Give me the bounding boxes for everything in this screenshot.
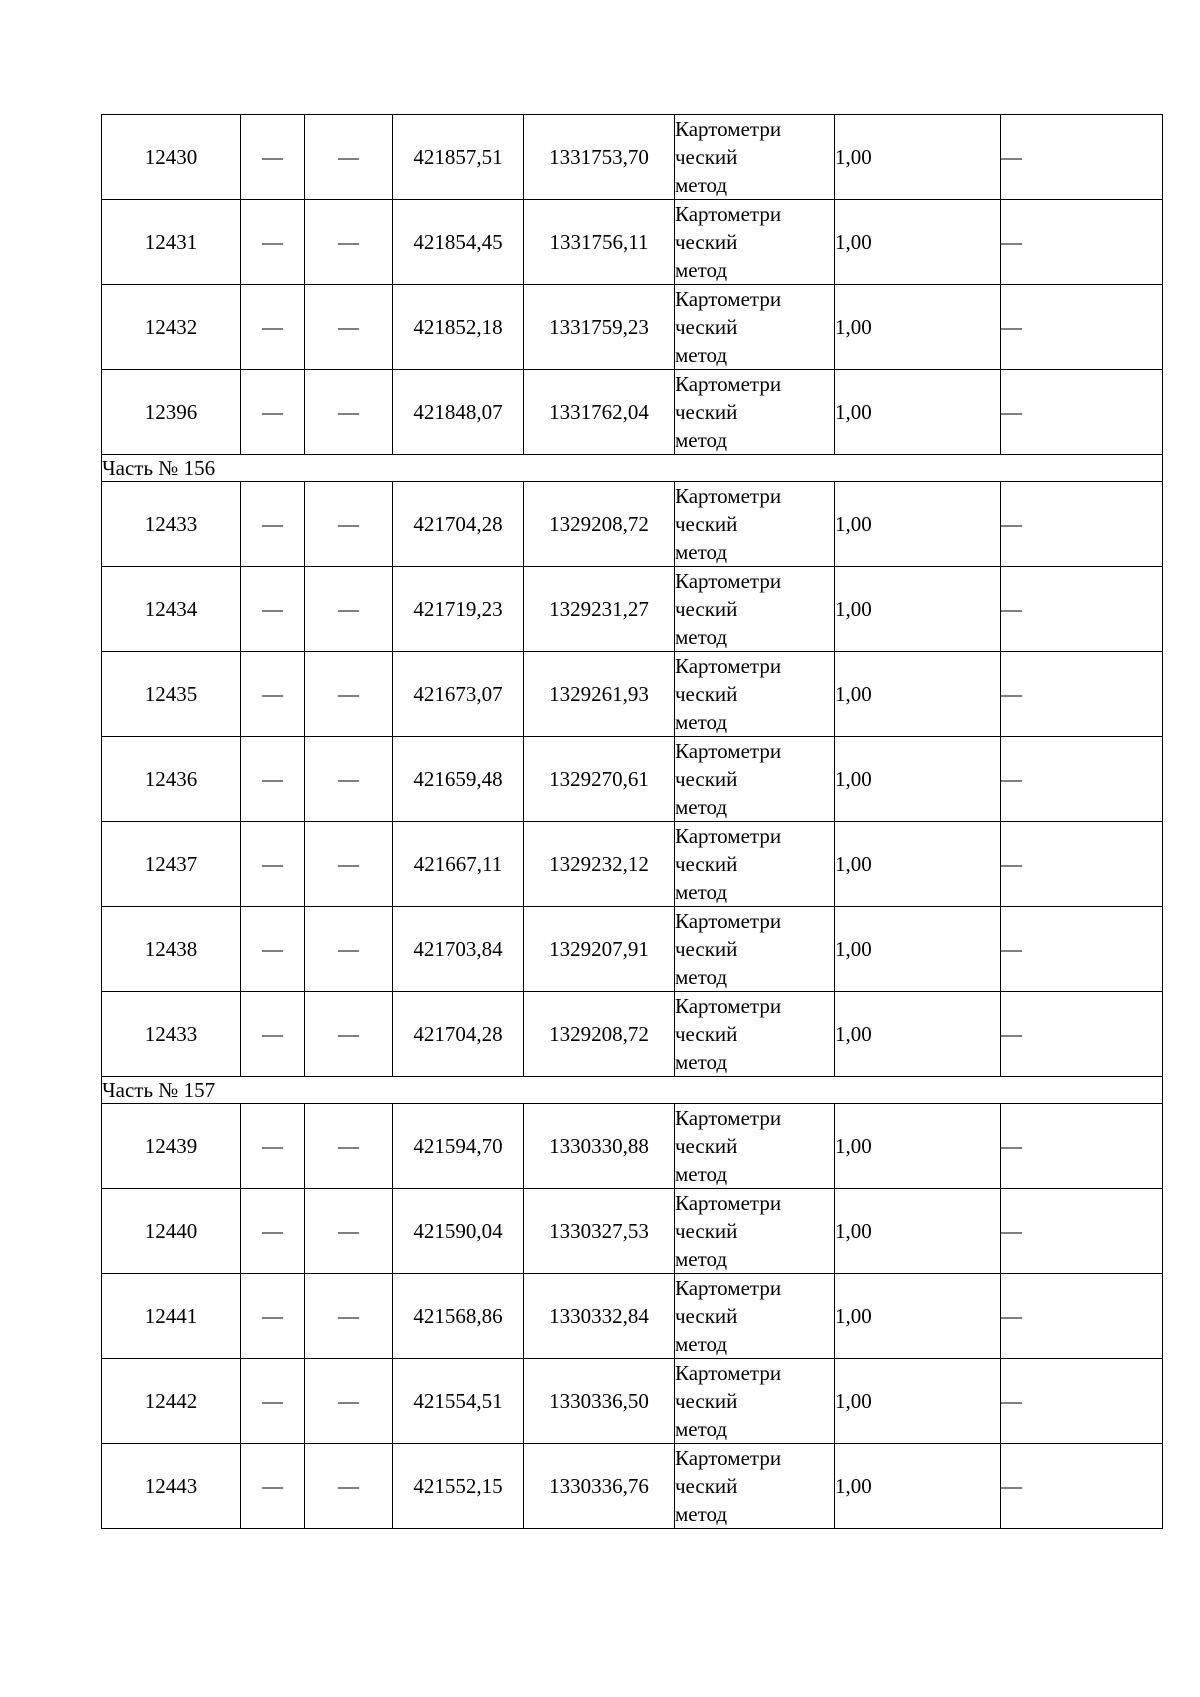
y-coordinate-cell: 1331756,11 <box>524 200 675 285</box>
accuracy-cell: 1,00 <box>835 115 1001 200</box>
method-cell <box>675 822 835 907</box>
y-coordinate-cell: 1330336,50 <box>524 1359 675 1444</box>
column-8-cell: — <box>1001 370 1163 455</box>
column-8-cell: — <box>1001 1274 1163 1359</box>
table-row <box>102 822 1163 907</box>
column-8-cell: — <box>1001 567 1163 652</box>
y-coordinate-cell: 1330330,88 <box>524 1104 675 1189</box>
method-text-line: ческий <box>675 512 738 536</box>
method-text-line: ческий <box>675 597 738 621</box>
y-coordinate-cell: 1329207,91 <box>524 907 675 992</box>
column-8-cell: — <box>1001 1189 1163 1274</box>
table-row <box>102 737 1163 822</box>
column-3-cell: — <box>305 567 393 652</box>
method-text-line: Картометри <box>675 569 782 593</box>
table-row <box>102 567 1163 652</box>
accuracy-cell: 1,00 <box>835 1104 1001 1189</box>
column-8-cell: — <box>1001 652 1163 737</box>
table-row <box>102 1104 1163 1189</box>
column-3-cell: — <box>305 652 393 737</box>
y-coordinate-cell: 1329208,72 <box>524 992 675 1077</box>
column-3-cell: — <box>305 822 393 907</box>
column-3-cell: — <box>305 1274 393 1359</box>
method-text-line: метод <box>675 173 728 197</box>
column-2-cell: — <box>241 822 305 907</box>
method-cell <box>675 652 835 737</box>
point-number-cell: 12442 <box>102 1359 241 1444</box>
method-text-line: Картометри <box>675 824 782 848</box>
method-text-line: метод <box>675 343 728 367</box>
method-text-line: ческий <box>675 1022 738 1046</box>
point-number-cell: 12435 <box>102 652 241 737</box>
table-row <box>102 652 1163 737</box>
method-text-line: Картометри <box>675 372 782 396</box>
point-number-cell: 12433 <box>102 992 241 1077</box>
method-text-line: Картометри <box>675 1191 782 1215</box>
x-coordinate-cell: 421552,15 <box>393 1444 524 1529</box>
method-cell <box>675 992 835 1077</box>
column-8-cell: — <box>1001 200 1163 285</box>
y-coordinate-cell: 1330336,76 <box>524 1444 675 1529</box>
x-coordinate-cell: 421568,86 <box>393 1274 524 1359</box>
y-coordinate-cell: 1331753,70 <box>524 115 675 200</box>
column-3-cell: — <box>305 115 393 200</box>
method-cell <box>675 1104 835 1189</box>
column-2-cell: — <box>241 115 305 200</box>
column-2-cell: — <box>241 652 305 737</box>
column-8-cell: — <box>1001 822 1163 907</box>
table-row <box>102 1189 1163 1274</box>
coordinates-table <box>101 114 1163 1529</box>
point-number-cell: 12430 <box>102 115 241 200</box>
method-text-line: метод <box>675 1162 728 1186</box>
x-coordinate-cell: 421594,70 <box>393 1104 524 1189</box>
method-text-line: метод <box>675 540 728 564</box>
table-row <box>102 370 1163 455</box>
column-3-cell: — <box>305 907 393 992</box>
section-header-row <box>102 455 1163 482</box>
column-3-cell: — <box>305 992 393 1077</box>
method-cell <box>675 1359 835 1444</box>
column-2-cell: — <box>241 285 305 370</box>
column-8-cell: — <box>1001 482 1163 567</box>
column-8-cell: — <box>1001 907 1163 992</box>
method-text-line: ческий <box>675 315 738 339</box>
column-2-cell: — <box>241 1274 305 1359</box>
column-8-cell: — <box>1001 1359 1163 1444</box>
method-text-line: ческий <box>675 682 738 706</box>
x-coordinate-cell: 421704,28 <box>393 992 524 1077</box>
accuracy-cell: 1,00 <box>835 822 1001 907</box>
method-text-line: метод <box>675 258 728 282</box>
y-coordinate-cell: 1330327,53 <box>524 1189 675 1274</box>
column-8-cell: — <box>1001 1104 1163 1189</box>
y-coordinate-cell: 1330332,84 <box>524 1274 675 1359</box>
table-row <box>102 200 1163 285</box>
method-text-line: метод <box>675 625 728 649</box>
method-text-line: ческий <box>675 400 738 424</box>
method-text-line: метод <box>675 965 728 989</box>
column-3-cell: — <box>305 1104 393 1189</box>
y-coordinate-cell: 1329231,27 <box>524 567 675 652</box>
method-cell <box>675 1274 835 1359</box>
column-2-cell: — <box>241 907 305 992</box>
column-2-cell: — <box>241 992 305 1077</box>
method-text-line: метод <box>675 1502 728 1526</box>
method-cell <box>675 370 835 455</box>
x-coordinate-cell: 421673,07 <box>393 652 524 737</box>
y-coordinate-cell: 1329261,93 <box>524 652 675 737</box>
column-2-cell: — <box>241 370 305 455</box>
column-3-cell: — <box>305 482 393 567</box>
method-text-line: Картометри <box>675 287 782 311</box>
method-text-line: метод <box>675 1417 728 1441</box>
table-row <box>102 482 1163 567</box>
method-text-line: метод <box>675 880 728 904</box>
accuracy-cell: 1,00 <box>835 567 1001 652</box>
point-number-cell: 12439 <box>102 1104 241 1189</box>
point-number-cell: 12431 <box>102 200 241 285</box>
y-coordinate-cell: 1331762,04 <box>524 370 675 455</box>
method-text-line: метод <box>675 428 728 452</box>
method-cell <box>675 482 835 567</box>
point-number-cell: 12434 <box>102 567 241 652</box>
x-coordinate-cell: 421554,51 <box>393 1359 524 1444</box>
table-row <box>102 1444 1163 1529</box>
method-cell <box>675 285 835 370</box>
method-cell <box>675 1444 835 1529</box>
y-coordinate-cell: 1329270,61 <box>524 737 675 822</box>
method-text-line: Картометри <box>675 1276 782 1300</box>
method-text-line: Картометри <box>675 117 782 141</box>
method-text-line: Картометри <box>675 654 782 678</box>
column-2-cell: — <box>241 1359 305 1444</box>
method-text-line: ческий <box>675 1474 738 1498</box>
column-2-cell: — <box>241 482 305 567</box>
point-number-cell: 12440 <box>102 1189 241 1274</box>
accuracy-cell: 1,00 <box>835 737 1001 822</box>
method-cell <box>675 115 835 200</box>
method-text-line: метод <box>675 795 728 819</box>
method-text-line: Картометри <box>675 1106 782 1130</box>
table-row <box>102 992 1163 1077</box>
point-number-cell: 12443 <box>102 1444 241 1529</box>
accuracy-cell: 1,00 <box>835 907 1001 992</box>
method-text-line: ческий <box>675 767 738 791</box>
column-3-cell: — <box>305 1189 393 1274</box>
method-text-line: Картометри <box>675 1361 782 1385</box>
method-text-line: ческий <box>675 230 738 254</box>
accuracy-cell: 1,00 <box>835 200 1001 285</box>
y-coordinate-cell: 1331759,23 <box>524 285 675 370</box>
table-row <box>102 285 1163 370</box>
column-2-cell: — <box>241 737 305 822</box>
y-coordinate-cell: 1329208,72 <box>524 482 675 567</box>
accuracy-cell: 1,00 <box>835 1444 1001 1529</box>
y-coordinate-cell: 1329232,12 <box>524 822 675 907</box>
column-8-cell: — <box>1001 285 1163 370</box>
method-text-line: Картометри <box>675 739 782 763</box>
method-text-line: ческий <box>675 852 738 876</box>
point-number-cell: 12438 <box>102 907 241 992</box>
method-text-line: метод <box>675 1247 728 1271</box>
method-text-line: метод <box>675 1050 728 1074</box>
accuracy-cell: 1,00 <box>835 1189 1001 1274</box>
point-number-cell: 12437 <box>102 822 241 907</box>
x-coordinate-cell: 421659,48 <box>393 737 524 822</box>
point-number-cell: 12433 <box>102 482 241 567</box>
x-coordinate-cell: 421854,45 <box>393 200 524 285</box>
point-number-cell: 12396 <box>102 370 241 455</box>
x-coordinate-cell: 421703,84 <box>393 907 524 992</box>
table-row <box>102 115 1163 200</box>
method-text-line: ческий <box>675 1389 738 1413</box>
x-coordinate-cell: 421719,23 <box>393 567 524 652</box>
method-text-line: Картометри <box>675 994 782 1018</box>
table-row <box>102 1274 1163 1359</box>
x-coordinate-cell: 421590,04 <box>393 1189 524 1274</box>
accuracy-cell: 1,00 <box>835 1359 1001 1444</box>
x-coordinate-cell: 421852,18 <box>393 285 524 370</box>
column-2-cell: — <box>241 200 305 285</box>
method-text-line: метод <box>675 1332 728 1356</box>
table-row <box>102 907 1163 992</box>
x-coordinate-cell: 421667,11 <box>393 822 524 907</box>
column-8-cell: — <box>1001 737 1163 822</box>
column-8-cell: — <box>1001 1444 1163 1529</box>
method-text-line: ческий <box>675 1219 738 1243</box>
accuracy-cell: 1,00 <box>835 285 1001 370</box>
section-title: Часть № 156 <box>102 455 1163 482</box>
column-2-cell: — <box>241 1444 305 1529</box>
x-coordinate-cell: 421857,51 <box>393 115 524 200</box>
x-coordinate-cell: 421704,28 <box>393 482 524 567</box>
method-cell <box>675 567 835 652</box>
column-8-cell: — <box>1001 992 1163 1077</box>
method-text-line: метод <box>675 710 728 734</box>
method-cell <box>675 200 835 285</box>
column-3-cell: — <box>305 370 393 455</box>
column-3-cell: — <box>305 1444 393 1529</box>
table-body <box>102 115 1163 1529</box>
column-3-cell: — <box>305 200 393 285</box>
column-3-cell: — <box>305 1359 393 1444</box>
method-text-line: Картометри <box>675 909 782 933</box>
column-2-cell: — <box>241 1104 305 1189</box>
accuracy-cell: 1,00 <box>835 370 1001 455</box>
method-cell <box>675 1189 835 1274</box>
accuracy-cell: 1,00 <box>835 992 1001 1077</box>
table-row <box>102 1359 1163 1444</box>
method-text-line: ческий <box>675 937 738 961</box>
accuracy-cell: 1,00 <box>835 482 1001 567</box>
method-text-line: ческий <box>675 145 738 169</box>
method-text-line: Картометри <box>675 484 782 508</box>
method-cell <box>675 737 835 822</box>
point-number-cell: 12441 <box>102 1274 241 1359</box>
accuracy-cell: 1,00 <box>835 1274 1001 1359</box>
accuracy-cell: 1,00 <box>835 652 1001 737</box>
column-2-cell: — <box>241 1189 305 1274</box>
method-text-line: ческий <box>675 1134 738 1158</box>
point-number-cell: 12436 <box>102 737 241 822</box>
method-cell <box>675 907 835 992</box>
column-3-cell: — <box>305 285 393 370</box>
x-coordinate-cell: 421848,07 <box>393 370 524 455</box>
section-header-row <box>102 1077 1163 1104</box>
point-number-cell: 12432 <box>102 285 241 370</box>
column-3-cell: — <box>305 737 393 822</box>
section-title: Часть № 157 <box>102 1077 1163 1104</box>
method-text-line: ческий <box>675 1304 738 1328</box>
column-2-cell: — <box>241 567 305 652</box>
method-text-line: Картометри <box>675 1446 782 1470</box>
method-text-line: Картометри <box>675 202 782 226</box>
column-8-cell: — <box>1001 115 1163 200</box>
